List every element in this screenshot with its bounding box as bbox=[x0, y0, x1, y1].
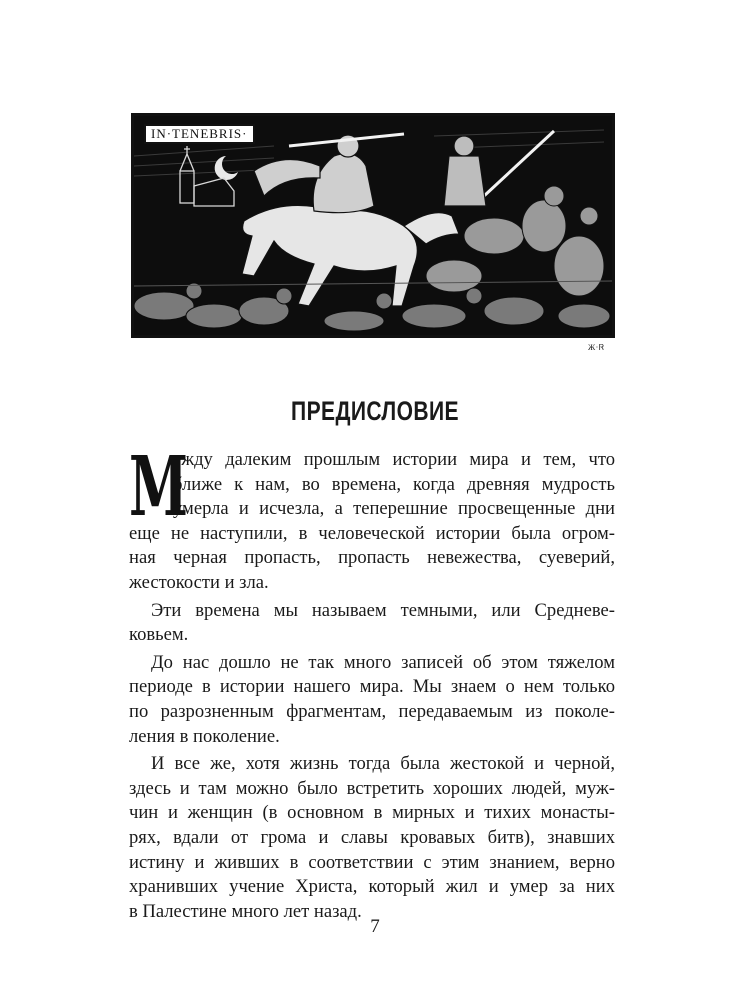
chapter-title: ПРЕДИСЛОВИЕ bbox=[291, 396, 459, 426]
text-line: Эти времена мы называем темными, или Средневе- bbox=[151, 599, 615, 621]
drop-cap: М bbox=[129, 439, 189, 535]
body-text bbox=[129, 439, 615, 924]
text-line: рях, вдали от грома и славы кровавых битв), знавших bbox=[129, 826, 615, 848]
illustration-caption: IN·TENEBRIS· bbox=[144, 124, 255, 144]
text-line: чин и женщин (в основном в мирных и тихих монасты- bbox=[129, 802, 615, 824]
text-line: хранивших учение Христа, который жил и умер за них bbox=[129, 876, 615, 898]
paragraph-3 bbox=[129, 651, 615, 749]
paragraph-4 bbox=[129, 752, 615, 924]
text-line: ления в поколение. bbox=[129, 725, 280, 747]
text-line: умерла и исчезла, а теперешние просвещенные дни bbox=[173, 498, 615, 520]
text-line: жестокости и зла. bbox=[129, 571, 269, 593]
page-number: 7 bbox=[370, 916, 380, 937]
text-line: здесь и там можно было встретить хороших людей, муж- bbox=[129, 777, 615, 799]
text-line: в Палестине много лет назад. bbox=[129, 900, 362, 922]
text-line: ная черная пропасть, пропасть невежества, суеверий, bbox=[129, 547, 615, 569]
woodcut-illustration bbox=[131, 113, 615, 338]
battle-scene-image bbox=[134, 116, 612, 335]
text-line: ковьем. bbox=[129, 624, 189, 646]
text-line: До нас дошло не так много записей об этом тяжелом bbox=[151, 651, 615, 673]
artist-monogram: Ж·Ꮢ bbox=[588, 343, 605, 352]
paragraph-1 bbox=[129, 439, 615, 596]
text-line: ближе к нам, во времена, когда древняя мудрость bbox=[173, 473, 615, 495]
text-line: периоде в истории нашего мира. Мы знаем о нем только bbox=[129, 676, 615, 698]
text-line: И все же, хотя жизнь тогда была жестокой и черной, bbox=[151, 753, 615, 775]
text-line: еще не наступили, в человеческой истории была огром- bbox=[129, 522, 615, 544]
text-line: ежду далеким прошлым истории мира и тем, что bbox=[173, 449, 615, 470]
text-line: истину и живших в соответствии с этим знанием, верно bbox=[129, 851, 615, 873]
paragraph-2 bbox=[129, 599, 615, 648]
text-line: по разрозненным фрагментам, передаваемым из поколе- bbox=[129, 700, 615, 722]
